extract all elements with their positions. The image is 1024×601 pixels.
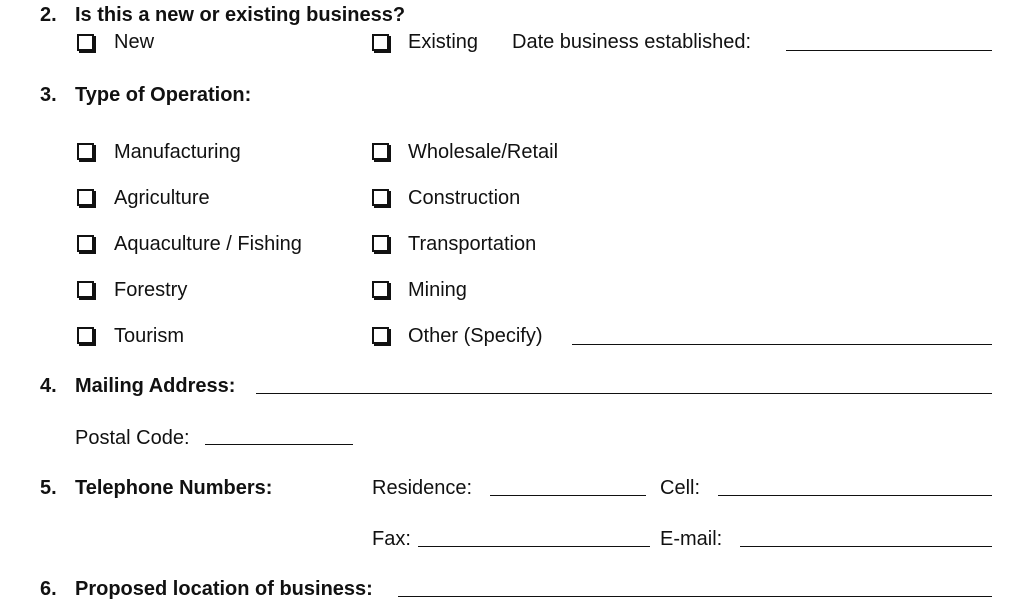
q2-question: Is this a new or existing business? [75, 4, 406, 26]
new-checkbox[interactable] [77, 34, 94, 51]
mining-checkbox[interactable] [372, 281, 389, 298]
email-field[interactable] [740, 546, 992, 547]
q4-number: 4. [40, 375, 57, 397]
residence-label: Residence: [372, 477, 473, 499]
transportation-checkbox[interactable] [372, 235, 389, 252]
telephone-numbers-label: Telephone Numbers: [75, 477, 273, 499]
cell-label: Cell: [660, 477, 701, 499]
existing-option-label: Existing [408, 31, 479, 53]
new-option-label: New [114, 31, 155, 53]
transportation-label: Transportation [408, 233, 537, 255]
other-specify-field[interactable] [572, 344, 992, 345]
fax-label: Fax: [372, 528, 411, 550]
mining-label: Mining [408, 279, 467, 301]
wholesale-retail-label: Wholesale/Retail [408, 141, 559, 163]
residence-field[interactable] [490, 495, 646, 496]
forestry-label: Forestry [114, 279, 188, 301]
fax-field[interactable] [418, 546, 650, 547]
other-specify-label: Other (Specify) [408, 325, 543, 347]
agriculture-label: Agriculture [114, 187, 210, 209]
q5-number: 5. [40, 477, 57, 499]
date-established-label: Date business established: [512, 31, 752, 53]
q3-number: 3. [40, 84, 57, 106]
tourism-label: Tourism [114, 325, 185, 347]
aquaculture-fishing-label: Aquaculture / Fishing [114, 233, 302, 255]
postal-code-label: Postal Code: [75, 427, 190, 449]
aquaculture-fishing-checkbox[interactable] [77, 235, 94, 252]
manufacturing-label: Manufacturing [114, 141, 241, 163]
date-established-field[interactable] [786, 50, 992, 51]
mailing-address-field[interactable] [256, 393, 992, 394]
q3-question: Type of Operation: [75, 84, 252, 106]
other-specify-checkbox[interactable] [372, 327, 389, 344]
tourism-checkbox[interactable] [77, 327, 94, 344]
construction-label: Construction [408, 187, 521, 209]
cell-field[interactable] [718, 495, 992, 496]
wholesale-retail-checkbox[interactable] [372, 143, 389, 160]
manufacturing-checkbox[interactable] [77, 143, 94, 160]
forestry-checkbox[interactable] [77, 281, 94, 298]
q6-number: 6. [40, 578, 57, 600]
construction-checkbox[interactable] [372, 189, 389, 206]
proposed-location-label: Proposed location of business: [75, 578, 373, 600]
proposed-location-field[interactable] [398, 596, 992, 597]
q2-number: 2. [40, 4, 57, 26]
email-label: E-mail: [660, 528, 723, 550]
agriculture-checkbox[interactable] [77, 189, 94, 206]
mailing-address-label: Mailing Address: [75, 375, 236, 397]
existing-checkbox[interactable] [372, 34, 389, 51]
postal-code-field[interactable] [205, 444, 353, 445]
